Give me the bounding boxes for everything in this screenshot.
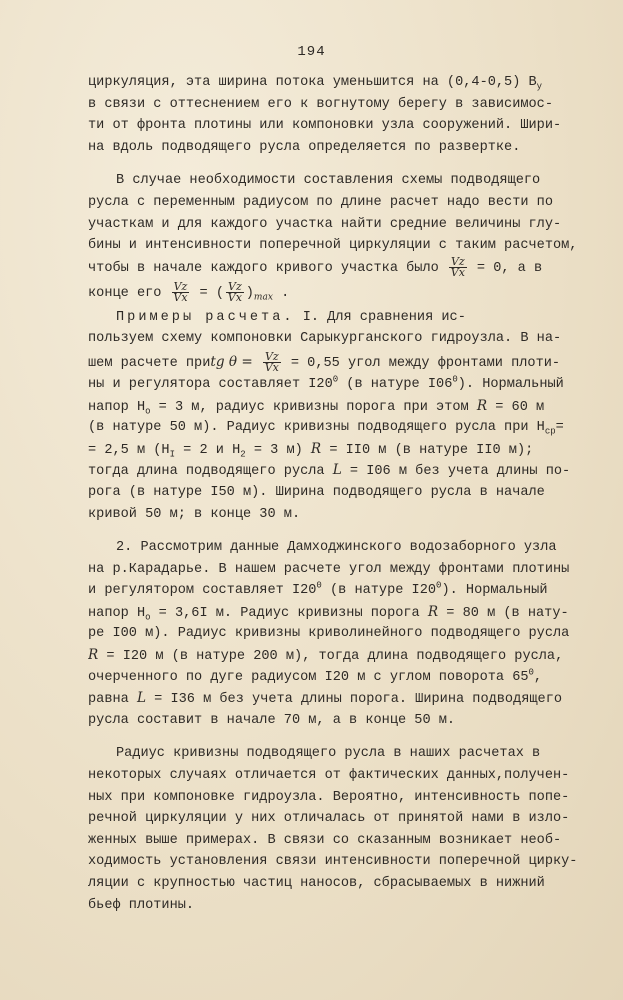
text-line: бины и интенсивности поперечной циркуляции с таким расчетом, bbox=[88, 238, 578, 254]
section-heading: Примеры расчета. bbox=[116, 309, 295, 325]
text-line: тогда длина подводящего русла L = I06 м без учета длины по- bbox=[88, 462, 571, 480]
text-line: Радиус кривизны подводящего русла в наших расчетах в bbox=[116, 746, 541, 762]
text-line: русла составит в начале 70 м, а в конце 50 м. bbox=[88, 712, 456, 728]
text-line: на вдоль подводящего русла определяется по развертке. bbox=[88, 139, 521, 155]
velocity-ratio: $\frac{Vz}{Vx}$ bbox=[173, 280, 188, 304]
text-line: кривой 50 м; в конце 30 м. bbox=[88, 506, 301, 522]
text-line: рога (в натуре I50 м). Ширина подводящего русла в начале bbox=[88, 484, 545, 500]
text-line: ных при компоновке гидроузла. Вероятно, интенсивность попе- bbox=[88, 789, 570, 805]
velocity-ratio: $\frac{Vz}{Vx}$ bbox=[264, 349, 279, 374]
text-line: Примеры расчета. I. Для сравнения ис- bbox=[116, 309, 466, 325]
text-line: ре I00 м). Радиус кривизны криволинейного подводящего русла bbox=[88, 626, 570, 642]
text-line: очерченного по дуге радиусом I20 м с углом поворота $65^0$, bbox=[88, 667, 543, 685]
text-line: ти от фронта плотины или компоновки узла сооружений. Шири- bbox=[88, 118, 562, 134]
text-line: = 2,5 м ($Н_I = 2$ и $Н_2 = 3$ м) R = II0 м (в натуре II0 м); bbox=[88, 440, 534, 460]
text-line: В случае необходимости составления схемы подводящего bbox=[116, 173, 541, 189]
text-line: 2. Рассмотрим данные Дамходжинского водозаборного узла bbox=[116, 540, 557, 556]
text-line: конце его $\frac{Vz}{Vx}$ = ( $\frac{Vz}{Vx}$ )$_{max}$ . bbox=[88, 280, 290, 304]
text-line: ляции с крупностью частиц наносов, сбрасываемых в нижний bbox=[88, 876, 545, 891]
velocity-ratio: $\frac{Vz}{Vx}$ bbox=[450, 256, 465, 279]
text-line: ны и регулятора составляет $I20^0$ (в натуре $I06^0$). Нормальный bbox=[88, 374, 564, 392]
text-line: некоторых случаях отличается от фактических данных,получен- bbox=[88, 768, 570, 784]
text-line: в связи с оттеснением его к вогнутому берегу в зависимос- bbox=[88, 96, 553, 112]
text-line: речной циркуляции у них отличалась от принятой нами в изло- bbox=[88, 811, 570, 827]
text-line: женных выше примерах. В связи со сказанным возникает необ- bbox=[88, 832, 562, 848]
text-line: шем расчете приtg θ = $\frac{Vz}{Vx}$ = 0,55 угол между фронтами плоти- bbox=[88, 349, 561, 374]
velocity-ratio: $\frac{Vz}{Vx}$ bbox=[227, 280, 242, 304]
text-line: чтобы в начале каждого кривого участка было $\frac{Vz}{Vx}$ = 0, а в bbox=[88, 256, 543, 279]
text-line: и регулятором составляет $I20^0$ (в натуре $I20^0$). Нормальный bbox=[88, 580, 548, 599]
text-line: циркуляция, эта ширина потока уменьшится на (0,4-0,5) $В_у$ bbox=[88, 75, 543, 92]
text-line: (в натуре 50 м). Радиус кривизны подводящего русла при $Н_{ср}=$ bbox=[88, 420, 564, 437]
text-line: пользуем схему компоновки Сарыкурганского гидроузла. В на- bbox=[88, 331, 562, 347]
page-body bbox=[88, 72, 588, 916]
text-line: напор $Н_о = 3,6I$ м. Радиус кривизны порога R = 80 м (в нату- bbox=[88, 603, 569, 623]
text-line: ходимость установления связи интенсивности поперечной цирку- bbox=[88, 854, 578, 870]
text-line: равна L = I36 м без учета длины порога. Ширина подводящего bbox=[88, 690, 563, 708]
text-line: напор $Н_о = 3$ м, радиус кривизны порога при этом R = 60 м bbox=[88, 397, 545, 417]
text-line: русла с переменным радиусом по длине расчет надо вести по bbox=[88, 194, 553, 210]
text-line: участкам и для каждого участка найти средние величины глу- bbox=[88, 216, 562, 232]
text-line: бьеф плотины. bbox=[88, 897, 195, 913]
page-number: 194 bbox=[297, 44, 326, 60]
text-line: R = I20 м (в натуре 200 м), тогда длина подводящего русла, bbox=[88, 647, 564, 665]
text-line: на р.Карадарье. В нашем расчете угол между фронтами плотины bbox=[88, 561, 570, 577]
